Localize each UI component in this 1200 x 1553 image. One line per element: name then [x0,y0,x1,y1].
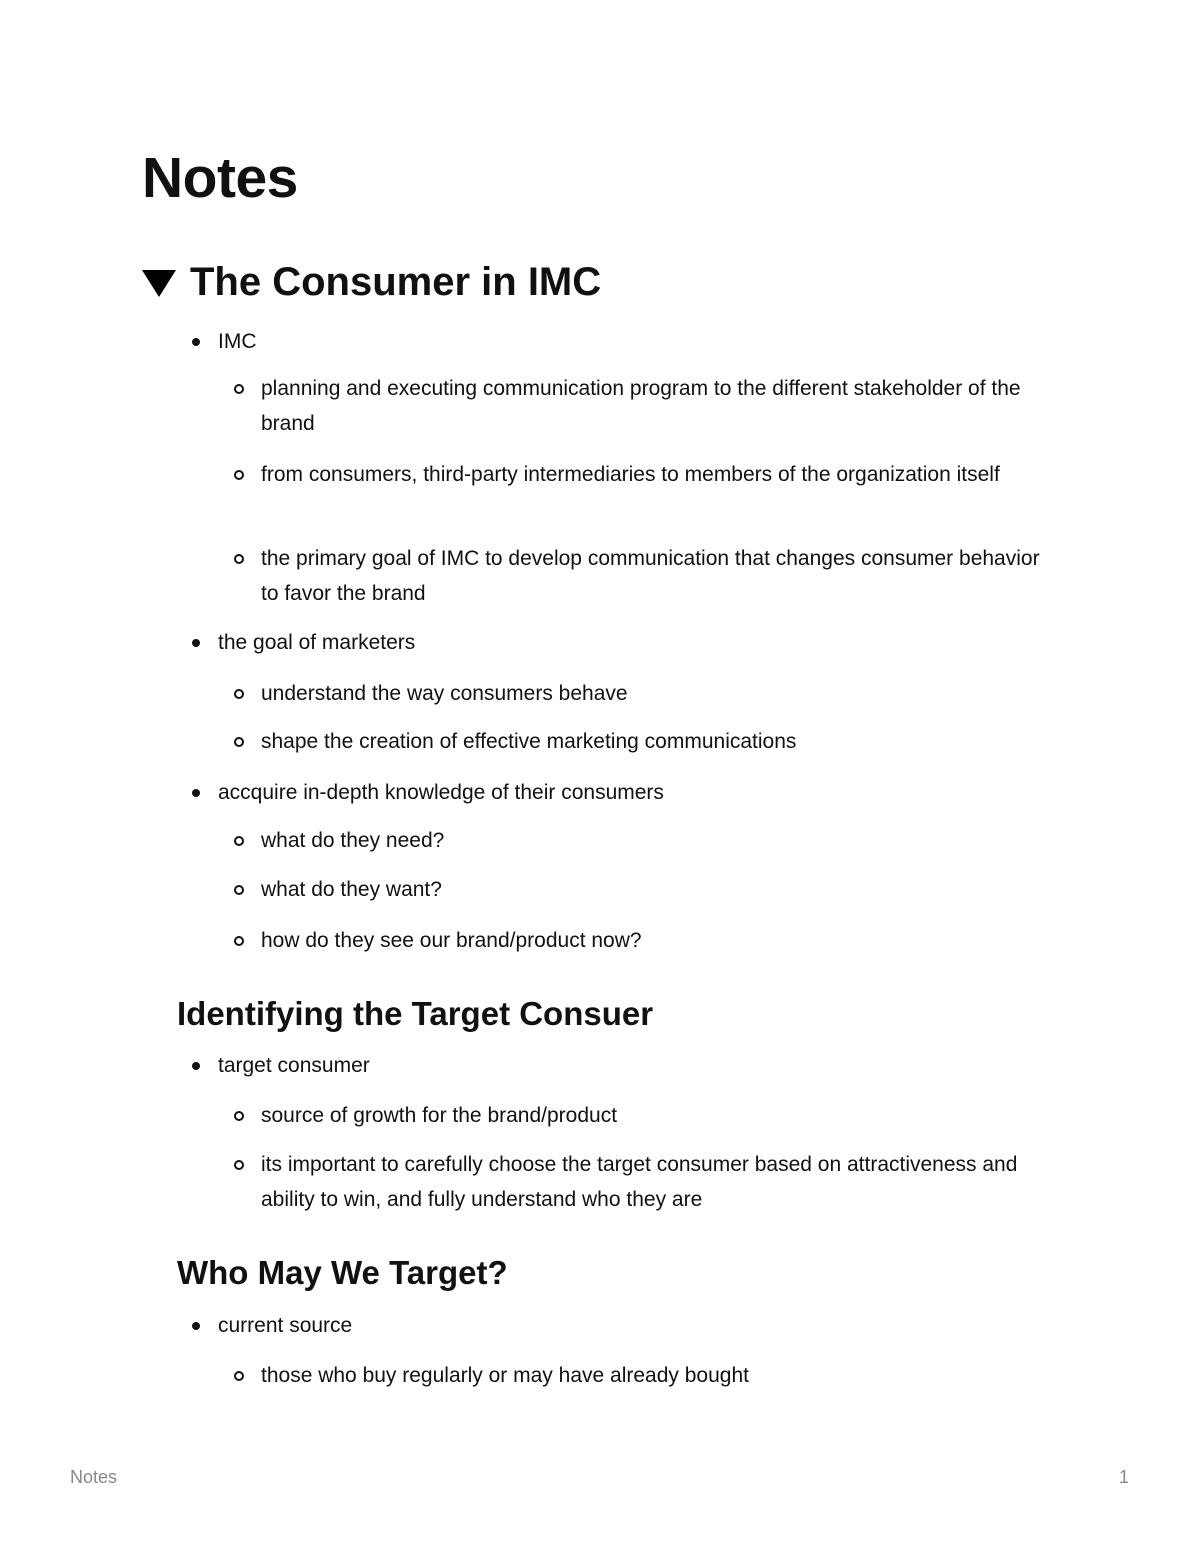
sub-list-item [261,1358,1061,1393]
list-item-text: target consumer [218,1054,370,1077]
section-heading-who-may-we-target: Who May We Target? [177,1254,508,1291]
sub-list-item-text: what do they want? [261,878,442,901]
sub-list-item [261,457,1061,492]
sub-list-item-text: understand the way consumers behave [261,682,628,705]
bullet-icon [192,639,200,647]
sub-list-item [261,371,1061,441]
list-item-text: the goal of marketers [218,631,416,654]
hollow-bullet-icon [234,554,244,564]
list-item-text: IMC [218,330,257,353]
sub-list-item [261,724,1061,759]
sub-list-item-text: what do they need? [261,829,445,852]
sub-list-item-text: the primary goal of IMC to develop communication that changes consumer behavior to favor the brand [261,547,1040,605]
hollow-bullet-icon [234,1160,244,1170]
list-item-text: accquire in-depth knowledge of their consumers [218,781,664,804]
sub-list-item [261,923,1061,958]
list-item [218,324,257,359]
hollow-bullet-icon [234,470,244,480]
toggle-heading-consumer-in-imc[interactable] [142,254,601,310]
hollow-bullet-icon [234,836,244,846]
hollow-bullet-icon [234,1371,244,1381]
toggle-heading-label: The Consumer in IMC [190,260,602,304]
bullet-icon [192,1322,200,1330]
bullet-icon [192,1062,200,1070]
sub-list-item [261,1098,1061,1133]
sub-list-item-text: source of growth for the brand/product [261,1104,618,1127]
list-item-text: current source [218,1314,353,1337]
list-item [218,1308,352,1343]
hollow-bullet-icon [234,1111,244,1121]
list-item [218,625,415,660]
sub-list-item-text: planning and executing communication program to the different stakeholder of the brand [261,377,1021,435]
toggle-triangle-icon[interactable] [142,270,176,297]
section-heading-target-consumer: Identifying the Target Consuer [177,995,654,1032]
sub-list-item [261,676,1061,711]
hollow-bullet-icon [234,384,244,394]
sub-list-item [261,872,1061,907]
bullet-icon [192,789,200,797]
sub-list-item [261,1147,1061,1217]
hollow-bullet-icon [234,885,244,895]
list-item [218,775,664,810]
footer-document-title: Notes [70,1467,118,1487]
bullet-icon [192,338,200,346]
footer-page-number: 1 [1118,1467,1129,1487]
sub-list-item-text: from consumers, third-party intermediaries to members of the organization itself [261,463,1000,486]
sub-list-item-text: those who buy regularly or may have already bought [261,1364,749,1387]
sub-list-item-text: shape the creation of effective marketing communications [261,730,797,753]
hollow-bullet-icon [234,936,244,946]
hollow-bullet-icon [234,737,244,747]
sub-list-item [261,823,1061,858]
sub-list-item-text: how do they see our brand/product now? [261,929,642,952]
page-title: Notes [142,146,298,210]
sub-list-item-text: its important to carefully choose the target consumer based on attractiveness and ability to win, and fully understand who they are [261,1153,1018,1211]
hollow-bullet-icon [234,689,244,699]
sub-list-item [261,541,1061,611]
list-item [218,1048,370,1083]
